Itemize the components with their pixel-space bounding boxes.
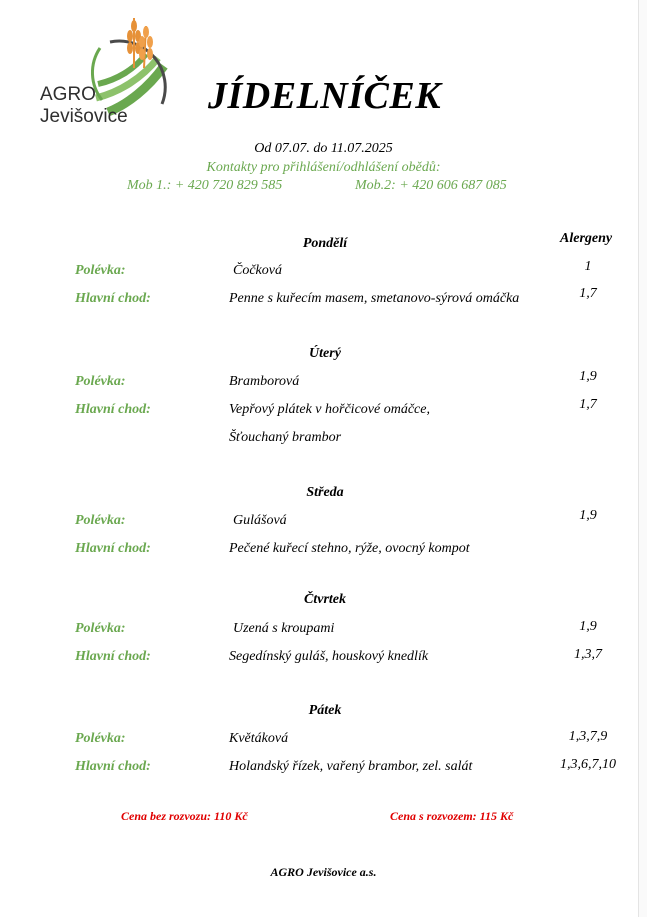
soup-allergens: 1,9 — [579, 619, 597, 634]
main-allergens: 1,3,6,7,10 — [560, 757, 616, 772]
main-dish: Vepřový plátek v hořčicové omáčce, — [229, 402, 430, 417]
logo-text-agro: AGRO — [40, 84, 96, 105]
page-title: JÍDELNÍČEK — [208, 75, 442, 117]
soup-label: Polévka: — [75, 374, 126, 389]
contacts-heading: Kontakty pro přihlášení/odhlášení obědů: — [206, 160, 441, 175]
day-heading: Pondělí — [302, 236, 348, 251]
main-dish: Holandský řízek, vařený brambor, zel. salát — [229, 759, 473, 774]
soup-dish: Uzená s kroupami — [233, 621, 335, 636]
main-dish: Segedínský guláš, houskový knedlík — [229, 649, 429, 664]
soup-allergens: 1,9 — [579, 508, 597, 523]
allergens-header: Alergeny — [560, 231, 613, 246]
date-range: Od 07.07. do 11.07.2025 — [254, 141, 393, 156]
phone-mob1: Mob 1.: + 420 720 829 585 — [127, 178, 283, 193]
main-label: Hlavní chod: — [75, 541, 151, 556]
main-dish-line2: Šťouchaný brambor — [229, 430, 342, 445]
footer-company: AGRO Jevišovice a.s. — [270, 865, 377, 879]
soup-allergens: 1 — [584, 259, 592, 274]
soup-dish: Čočková — [233, 263, 282, 278]
soup-allergens: 1,3,7,9 — [568, 729, 608, 744]
soup-dish: Květáková — [229, 731, 289, 746]
day-heading: Čtvrtek — [304, 592, 346, 607]
main-allergens: 1,3,7 — [574, 647, 602, 662]
soup-allergens: 1,9 — [579, 369, 597, 384]
price-with-delivery: Cena s rozvozem: 115 Kč — [390, 809, 514, 823]
main-label: Hlavní chod: — [75, 649, 151, 664]
main-allergens: 1,7 — [579, 397, 597, 412]
phone-mob2: Mob.2: + 420 606 687 085 — [355, 178, 507, 193]
main-allergens: 1,7 — [579, 286, 597, 301]
soup-dish: Gulášová — [233, 513, 287, 528]
day-heading: Středa — [306, 485, 344, 500]
soup-label: Polévka: — [75, 621, 126, 636]
soup-label: Polévka: — [75, 513, 126, 528]
main-dish: Penne s kuřecím masem, smetanovo-sýrová omáčka — [229, 291, 520, 306]
day-heading: Pátek — [308, 703, 342, 718]
main-label: Hlavní chod: — [75, 759, 151, 774]
soup-dish: Bramborová — [229, 374, 300, 389]
main-label: Hlavní chod: — [75, 402, 151, 417]
page-edge — [638, 0, 647, 917]
soup-label: Polévka: — [75, 263, 126, 278]
main-label: Hlavní chod: — [75, 291, 151, 306]
day-heading: Úterý — [309, 346, 341, 361]
soup-label: Polévka: — [75, 731, 126, 746]
logo-text-jevisovice: Jevišovice — [40, 106, 128, 127]
main-dish: Pečené kuřecí stehno, rýže, ovocný kompot — [229, 541, 470, 556]
price-without-delivery: Cena bez rozvozu: 110 Kč — [121, 809, 248, 823]
